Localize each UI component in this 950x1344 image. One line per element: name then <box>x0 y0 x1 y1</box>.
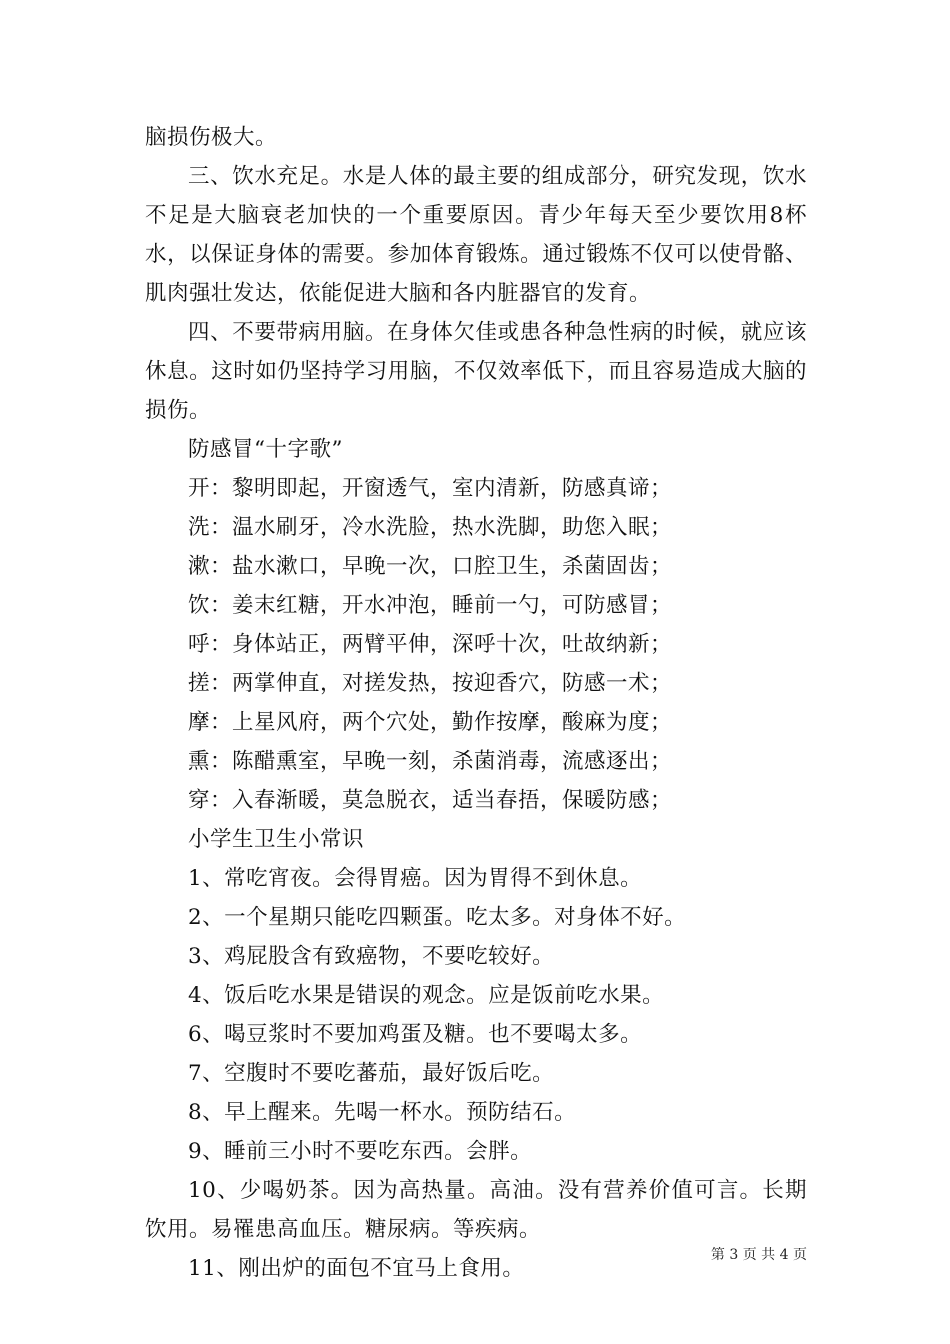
tip-item: 3、鸡屁股含有致癌物，不要吃较好。 <box>188 944 555 969</box>
paragraph-continuation: 脑损伤极大。 <box>145 125 278 150</box>
song-title: 防感冒“十字歌” <box>188 437 343 462</box>
tip-item: 1、常吃宵夜。会得胃癌。因为胃得不到休息。 <box>188 866 643 891</box>
tip-item: 8、早上醒来。先喝一杯水。预防结石。 <box>188 1100 577 1125</box>
song-line: 穿：入春渐暖，莫急脱衣，适当春捂，保暖防感； <box>188 788 673 813</box>
song-line: 呼：身体站正，两臂平伸，深呼十次，吐故纳新； <box>188 632 673 657</box>
paragraph-no-sick-study: 四、不要带病用脑。在身体欠佳或患各种急性病的时候，就应该休息。这时如仍坚持学习用脑，不仅效率低下，而且容易造成大脑的损伤。 <box>145 320 807 423</box>
tip-item: 10、少喝奶茶。因为高热量。高油。没有营养价值可言。长期饮用。易罹患高血压。糖尿病。等疾病。 <box>145 1178 807 1242</box>
page-number: 第 3 页 共 4 页 <box>710 1247 807 1263</box>
song-line: 饮：姜末红糖，开水冲泡，睡前一勺，可防感冒； <box>188 593 673 618</box>
song-line: 洗：温水刷牙，冷水洗脸，热水洗脚，助您入眠； <box>188 515 673 540</box>
tip-item: 2、一个星期只能吃四颗蛋。吃太多。对身体不好。 <box>188 905 687 930</box>
song-line: 熏：陈醋熏室，早晚一刻，杀菌消毒，流感逐出； <box>188 749 673 774</box>
song-line: 开：黎明即起，开窗透气，室内清新，防感真谛； <box>188 476 673 501</box>
song-line: 摩：上星风府，两个穴处，勤作按摩，酸麻为度； <box>188 710 673 735</box>
document-body <box>145 118 807 1288</box>
tip-item: 7、空腹时不要吃蕃茄，最好饭后吃。 <box>188 1061 555 1086</box>
tip-item: 9、睡前三小时不要吃东西。会胖。 <box>188 1139 533 1164</box>
song-line: 漱：盐水漱口，早晚一次，口腔卫生，杀菌固齿； <box>188 554 673 579</box>
tip-item: 4、饭后吃水果是错误的观念。应是饭前吃水果。 <box>188 983 665 1008</box>
tips-title: 小学生卫生小常识 <box>188 827 365 852</box>
tip-item: 11、刚出炉的面包不宜马上食用。 <box>188 1256 525 1281</box>
paragraph-drink-water: 三、饮水充足。水是人体的最主要的组成部分，研究发现，饮水不足是大脑衰老加快的一个重要原因。青少年每天至少要饮用8杯水，以保证身体的需要。参加体育锻炼。通过锻炼不仅可以使骨骼、肌肉强壮发达，依能促进大脑和各内脏器官的发育。 <box>145 164 807 306</box>
song-line: 搓：两掌伸直，对搓发热，按迎香穴，防感一术； <box>188 671 673 696</box>
tip-item: 6、喝豆浆时不要加鸡蛋及糖。也不要喝太多。 <box>188 1022 643 1047</box>
